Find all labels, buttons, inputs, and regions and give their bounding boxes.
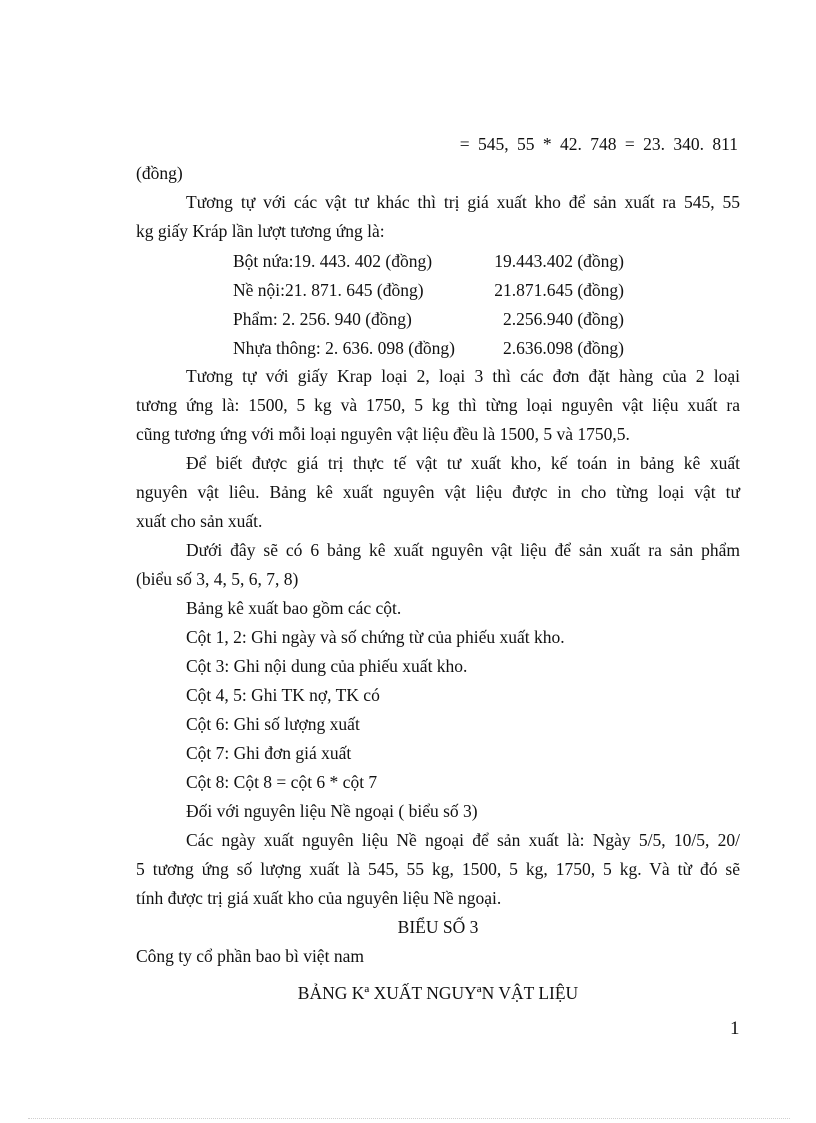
material-total: 2.256.940 (đồng) [502, 309, 624, 329]
material-name: Nhựa thông: 2. 636. 098 (đồng) [233, 338, 455, 358]
para5-line1: Các ngày xuất nguyên liệu Nề ngoại để sản xuất là: Ngày 5/5, 10/5, 20/ [186, 830, 740, 850]
material-name: Bột nứa:19. 443. 402 (đồng) [233, 251, 433, 271]
page-bottom-divider [28, 1118, 790, 1119]
para3-line2: nguyên vật liêu. Bảng kê xuất nguyên vật liệu được in cho từng loại vật tư [136, 482, 740, 502]
column-line: Cột 6: Ghi số lượng xuất [186, 714, 360, 734]
material-total: 21.871.645 (đồng) [494, 280, 624, 300]
unit-line: (đồng) [136, 163, 183, 183]
para2-line1: Tương tự với giấy Krap loại 2, loại 3 thì các đơn đặt hàng của 2 loại [186, 366, 740, 386]
para1-line1: Tương tự với các vật tư khác thì trị giá xuất kho để sản xuất ra 545, 55 [186, 192, 740, 212]
company-name: Công ty cổ phần bao bì việt nam [136, 946, 364, 966]
material-total: 2.636.098 (đồng) [502, 338, 624, 358]
para5-line3: tính được trị giá xuất kho của nguyên liệu Nề ngoại. [136, 888, 502, 908]
material-name: Phẩm: 2. 256. 940 (đồng) [233, 309, 412, 329]
column-line: Cột 4, 5: Ghi TK nợ, TK có [186, 685, 380, 705]
column-line: Cột 8: Cột 8 = cột 6 * cột 7 [186, 772, 378, 792]
bieu-label: BIỂU SỐ 3 [397, 917, 479, 937]
page-number: 1 [730, 1018, 740, 1039]
column-line: Bảng kê xuất bao gồm các cột. [186, 598, 402, 618]
para3-line3: xuất cho sản xuất. [136, 511, 263, 531]
para3-line1: Để biết được giá trị thực tế vật tư xuất kho, kế toán in bảng kê xuất [186, 453, 740, 473]
para2-line3: cũng tương ứng với mỗi loại nguyên vật liệu đều là 1500, 5 và 1750,5. [136, 424, 630, 444]
column-line: Đối với nguyên liệu Nề ngoại ( biểu số 3) [186, 801, 478, 821]
column-line: Cột 1, 2: Ghi ngày và số chứng từ của phiếu xuất kho. [186, 627, 565, 647]
column-line: Cột 3: Ghi nội dung của phiếu xuất kho. [186, 656, 468, 676]
formula-line: = 545, 55 * 42. 748 = 23. 340. 811 [459, 134, 738, 154]
material-total: 19.443.402 (đồng) [494, 251, 624, 271]
column-line: Cột 7: Ghi đơn giá xuất [186, 743, 352, 763]
para1-line2: kg giấy Kráp lần lượt tương ứng là: [136, 221, 385, 241]
table-title: BẢNG Kª XUẤT NGUYªN VẬT LIỆU [297, 983, 579, 1003]
para5-line2: 5 tương ứng số lượng xuất là 545, 55 kg, 1500, 5 kg, 1750, 5 kg. Và từ đó sẽ [136, 859, 740, 879]
para4-line1: Dưới đây sẽ có 6 bảng kê xuất nguyên vật liệu để sản xuất ra sản phẩm [186, 540, 740, 560]
para2-line2: tương ứng là: 1500, 5 kg và 1750, 5 kg thì từng loại nguyên vật liệu xuất ra [136, 395, 740, 415]
material-name: Nề nội:21. 871. 645 (đồng) [233, 280, 424, 300]
para4-line2: (biểu số 3, 4, 5, 6, 7, 8) [136, 569, 299, 589]
